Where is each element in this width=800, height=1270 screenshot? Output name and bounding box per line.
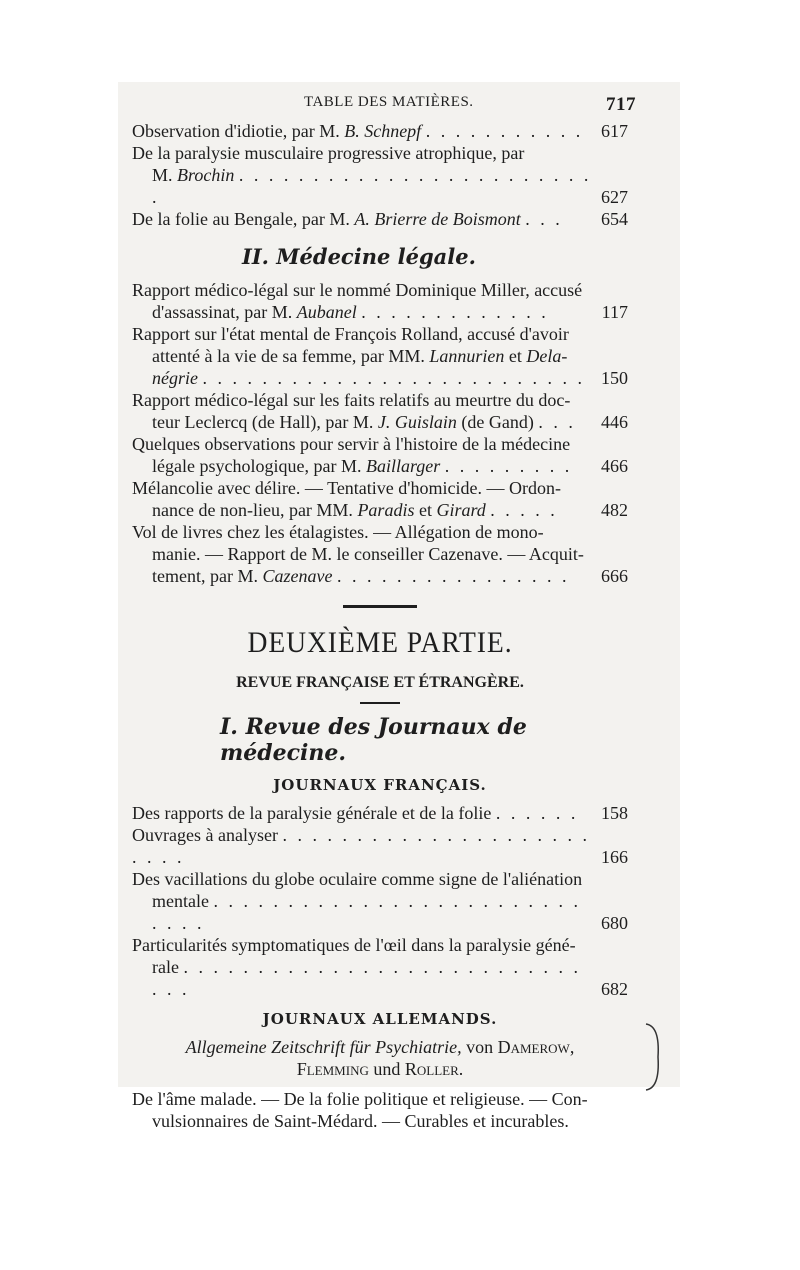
journaux-allemands-heading: JOURNAUX ALLEMANDS. xyxy=(262,1010,498,1028)
running-title: TABLE DES MATIÈRES. xyxy=(304,94,474,110)
divider-rule xyxy=(360,702,400,704)
toc-page-number: 158 xyxy=(601,803,628,823)
book-page xyxy=(118,82,680,1131)
toc-entry: Rapport médico-légal sur les faits relatifs au meurtre du doc- teur Leclercq (de Hall), par M. J. Guislain (de Gand) . . . 446 xyxy=(132,390,628,432)
toc-entry: Rapport sur l'état mental de François Rolland, accusé d'avoir attenté à la vie de sa femme, par MM. Lannurien et Dela- négrie . . . . . . . . . . . . . . . . . . . . . . . . . . 150 xyxy=(132,324,628,388)
toc-entry: Rapport médico-légal sur le nommé Dominique Miller, accusé d'assassinat, par M. Aubanel . . . . . . . . . . . . . 117 xyxy=(132,280,628,322)
bracket-mark xyxy=(644,1022,664,1092)
page-number: 717 xyxy=(606,94,636,115)
toc-entry: De la paralysie musculaire progressive atrophique, par M. Brochin . . . . . . . . . . . . . . . . . . . . . . . . . 627 xyxy=(132,143,628,207)
toc-entry: Particularités symptomatiques de l'œil dans la paralysie géné- rale . . . . . . . . . . . . . . . . . . . . . . . . . . . . . . 682 xyxy=(132,935,628,999)
page-content xyxy=(132,94,636,1132)
toc-page-number: 617 xyxy=(601,121,628,141)
toc-entry: Ouvrages à analyser . . . . . . . . . . . . . . . . . . . . . . . . . 166 xyxy=(132,825,628,867)
toc-page-number: 166 xyxy=(601,847,628,867)
toc-entry: Mélancolie avec délire. — Tentative d'homicide. — Ordon- nance de non-lieu, par MM. Paradis et Girard . . . . . 482 xyxy=(132,478,628,520)
divider-rule xyxy=(343,605,417,608)
toc-page-number: 150 xyxy=(601,368,628,388)
toc-page-number: 666 xyxy=(601,566,628,586)
toc-page-number: 682 xyxy=(601,979,628,999)
toc-page-number: 654 xyxy=(601,209,628,229)
toc-page-number: 482 xyxy=(601,500,628,520)
toc-page-number: 627 xyxy=(601,187,628,207)
toc-page-number: 466 xyxy=(601,456,628,476)
journal-editors-line: Flemming und Roller. xyxy=(296,1059,464,1079)
toc-entry: Observation d'idiotie, par M. B. Schnepf . . . . . . . . . . . 617 xyxy=(132,121,628,141)
toc-page-number: 117 xyxy=(601,302,628,322)
toc-entry: Des rapports de la paralysie générale et de la folie . . . . . . 158 xyxy=(132,803,628,823)
running-header xyxy=(132,94,636,120)
toc-page-number: 446 xyxy=(601,412,628,432)
part-title: DEUXIÈME PARTIE. xyxy=(247,626,513,659)
journal-title-line: Allgemeine Zeitschrift für Psychiatrie, von Damerow, xyxy=(185,1037,575,1057)
toc-entry: Quelques observations pour servir à l'histoire de la médecine légale psychologique, par M. Baillarger . . . . . . . . . 466 xyxy=(132,434,628,476)
section-heading-revue: I. Revue des Journaux de médecine. xyxy=(220,714,527,766)
section-heading-medecine-legale: II. Médecine légale. xyxy=(242,244,476,269)
toc-entry: De la folie au Bengale, par M. A. Brierre de Boismont . . . 654 xyxy=(132,209,628,229)
toc-entry: Des vacillations du globe oculaire comme signe de l'aliénation mentale . . . . . . . . . . . . . . . . . . . . . . . . . . . . . 680 xyxy=(132,869,628,933)
toc-page-number: 680 xyxy=(601,913,628,933)
part-subtitle: REVUE FRANÇAISE ET ÉTRANGÈRE. xyxy=(236,674,524,691)
toc-entry: De l'âme malade. — De la folie politique et religieuse. — Con- vulsionnaires de Saint-Médard. — Curables et incurables. xyxy=(132,1089,588,1131)
journaux-francais-heading: JOURNAUX FRANÇAIS. xyxy=(273,776,487,794)
toc-entry: Vol de livres chez les étalagistes. — Allégation de mono- manie. — Rapport de M. le conseiller Cazenave. — Acquit- tement, par M. Cazenave . . . . . . . . . . . . . . . . 666 xyxy=(132,522,628,586)
